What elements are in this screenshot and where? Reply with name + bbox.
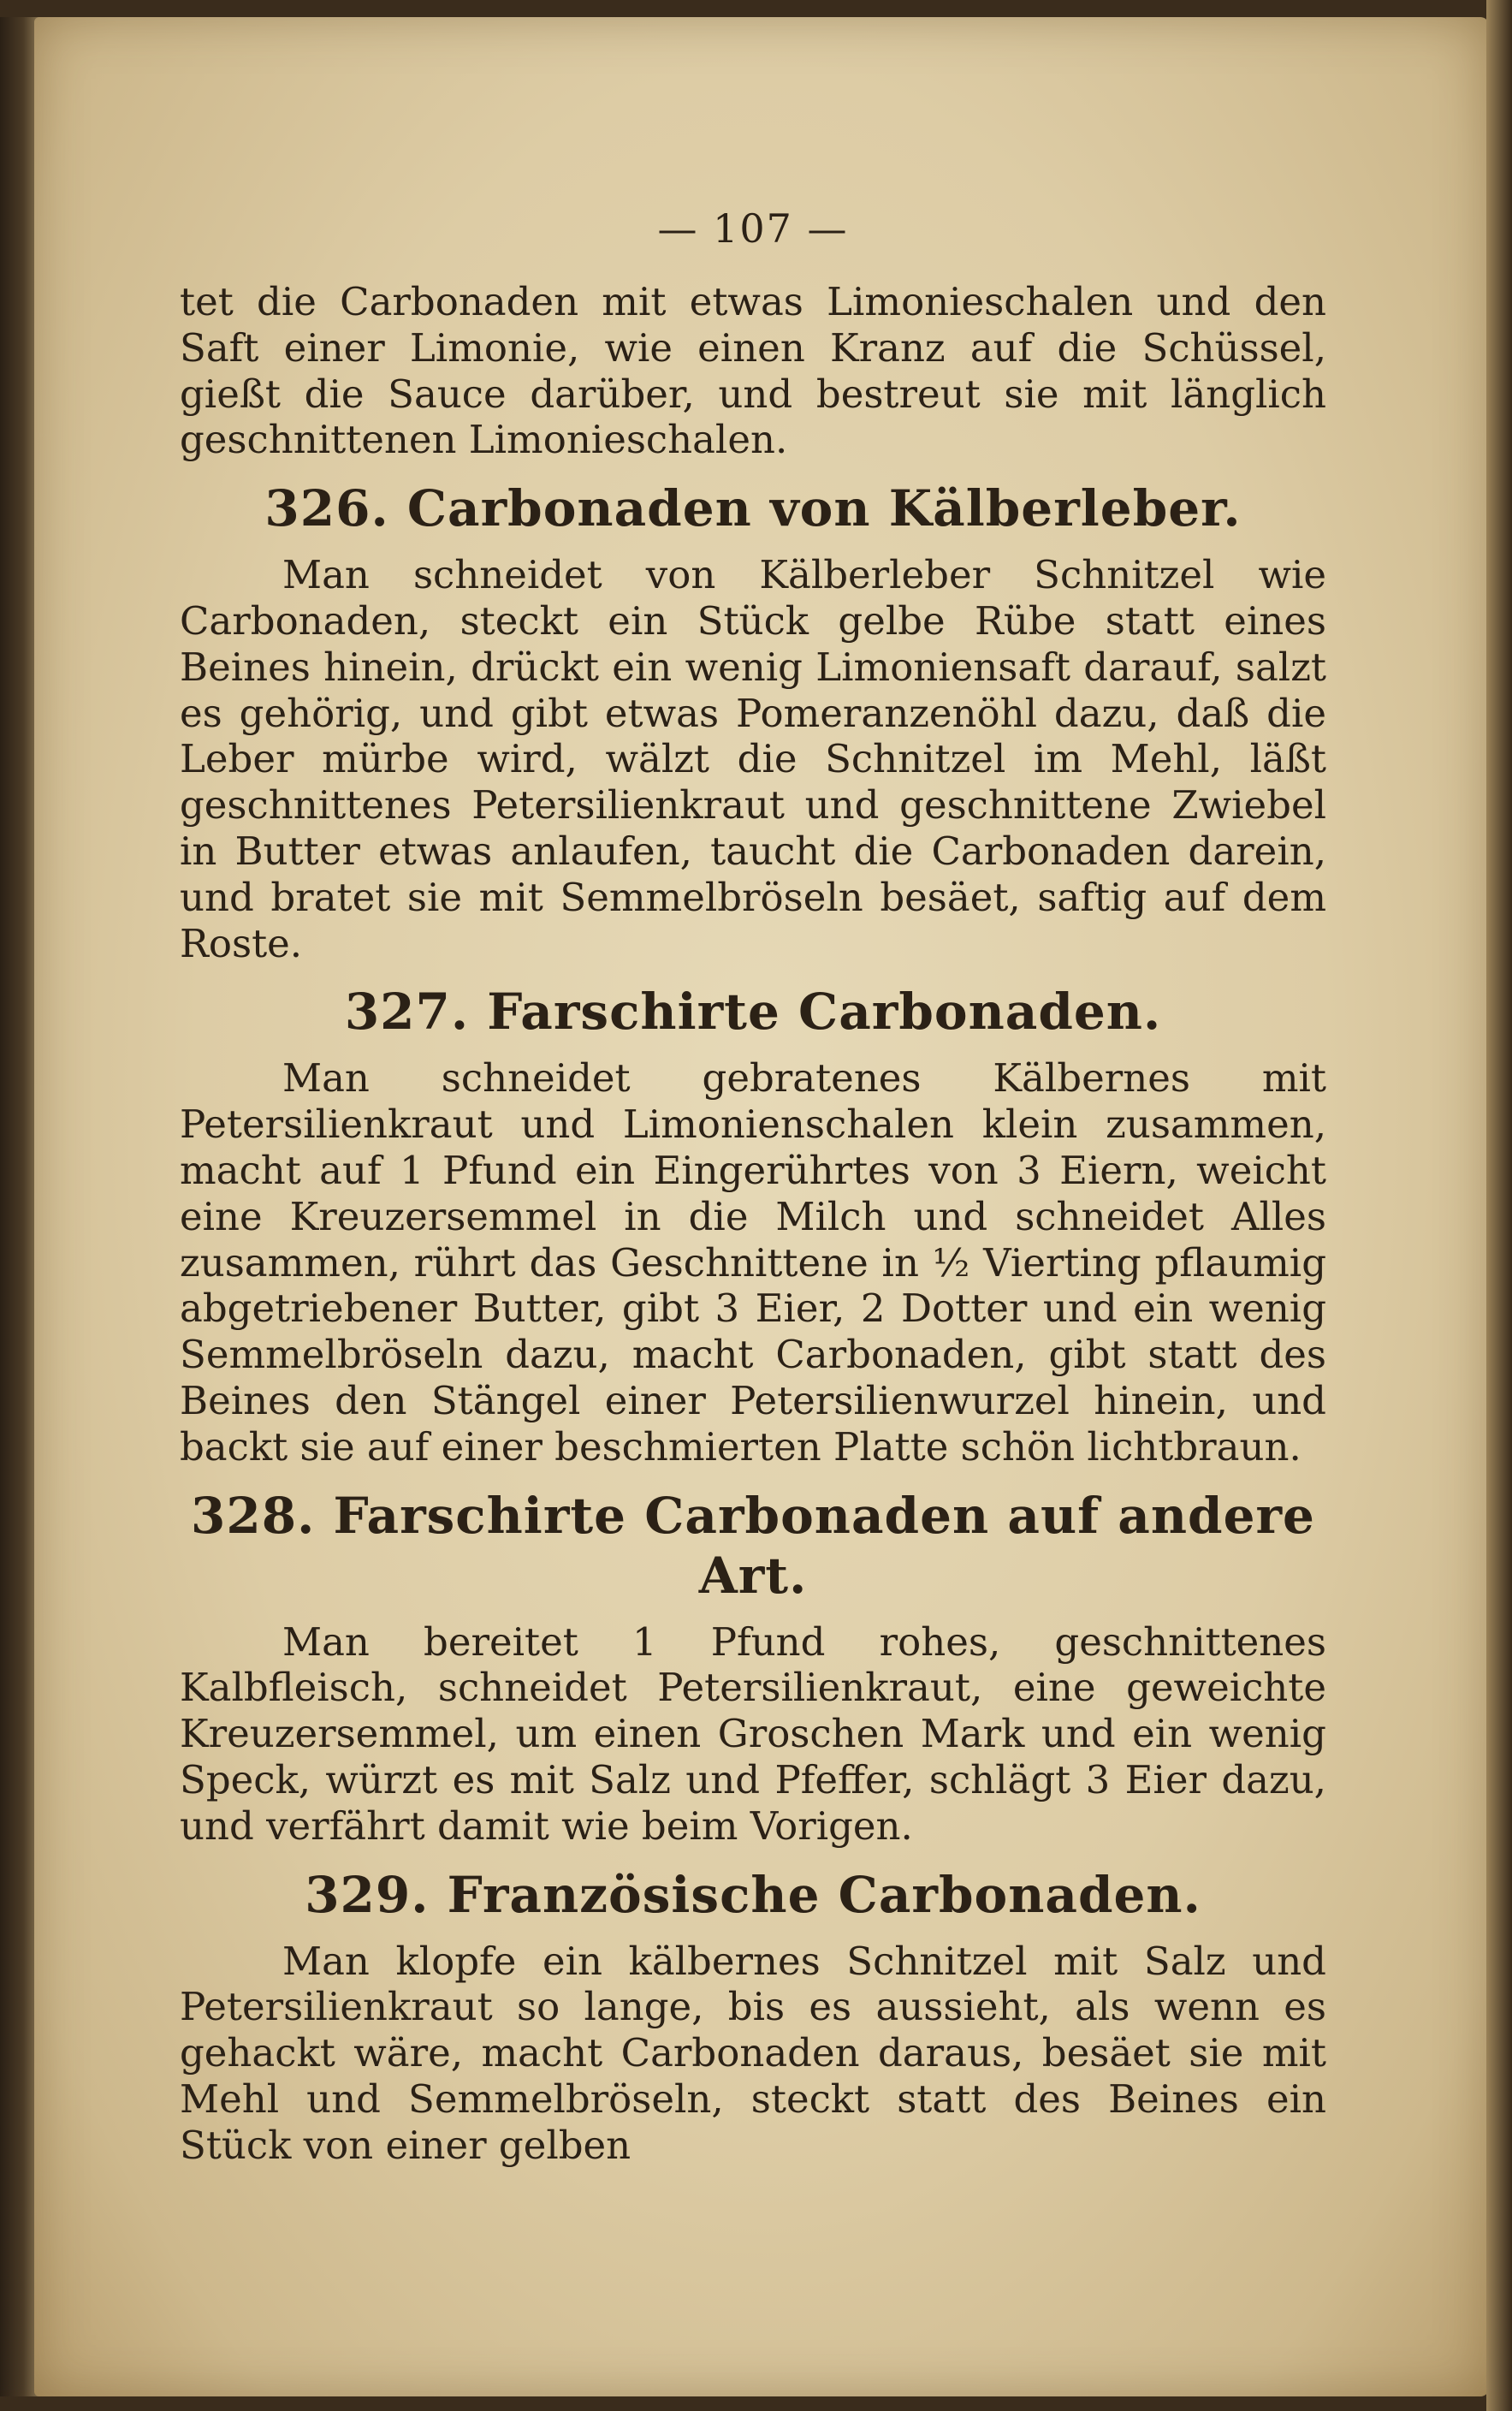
page-text-block xyxy=(180,205,1326,2169)
recipe-body-328: Man bereitet 1 Pfund rohes, geschnittenes Kalbfleisch, schneidet Petersilienkraut, eine geweichte Kreuzersemmel, um einen Groschen Mark und ein wenig Speck, würzt es mit Salz und Pfeffer, schlägt 3 Eier dazu, und verfährt damit wie beim Vorigen. xyxy=(180,1618,1326,1849)
recipe-heading-329: 329. Französische Carbonaden. xyxy=(305,1865,1201,1924)
page-number: — 107 — xyxy=(657,205,849,252)
page-edge xyxy=(1486,0,1512,2411)
recipe-heading-326: 326. Carbonaden von Kälberleber. xyxy=(264,479,1242,538)
recipe-heading-328: 328. Farschirte Carbonaden auf andere Art. xyxy=(191,1486,1315,1605)
recipe-body-327: Man schneidet gebratenes Kälbernes mit Petersilienkraut und Limonienschalen klein zusammen, macht auf 1 Pfund ein Eingerührtes von 3 Eiern, weicht eine Kreuzersemmel in die Milch und schneidet Alles zusammen, rührt das Geschnittene in ½ Vierting pflaumig abgetriebener Butter, gibt 3 Eier, 2 Dotter und ein wenig Semmelbröseln dazu, macht Carbonaden, gibt statt des Beines den Stängel einer Petersilienwurzel hinein, und backt sie auf einer beschmierten Platte schön lichtbraun. xyxy=(180,1055,1326,1470)
recipe-heading-327: 327. Farschirte Carbonaden. xyxy=(344,983,1162,1042)
recipe-body-329: Man klopfe ein kälbernes Schnitzel mit Salz und Petersilienkraut so lange, bis es aussieht, als wenn es gehackt wäre, macht Carbonaden daraus, besäet sie mit Mehl und Semmelbröseln, steckt statt des Beines ein Stück von einer gelben xyxy=(180,1938,1326,2168)
recipe-body-326: Man schneidet von Kälberleber Schnitzel wie Carbonaden, steckt ein Stück gelbe Rübe statt eines Beines hinein, drückt ein wenig Limoniensaft darauf, salzt es gehörig, und gibt etwas Pomeranzenöhl dazu, daß die Leber mürbe wird, wälzt die Schnitzel im Mehl, läßt geschnittenes Petersilienkraut und geschnittene Zwiebel in Butter etwas anlaufen, taucht die Carbonaden darein, und bratet sie mit Semmelbröseln besäet, saftig auf dem Roste. xyxy=(180,552,1326,966)
continuation-paragraph: tet die Carbonaden mit etwas Limonieschalen und den Saft einer Limonie, wie einen Kranz auf die Schüssel, gießt die Sauce darüber, und bestreut sie mit länglich geschnittenen Limonieschalen. xyxy=(180,279,1326,463)
